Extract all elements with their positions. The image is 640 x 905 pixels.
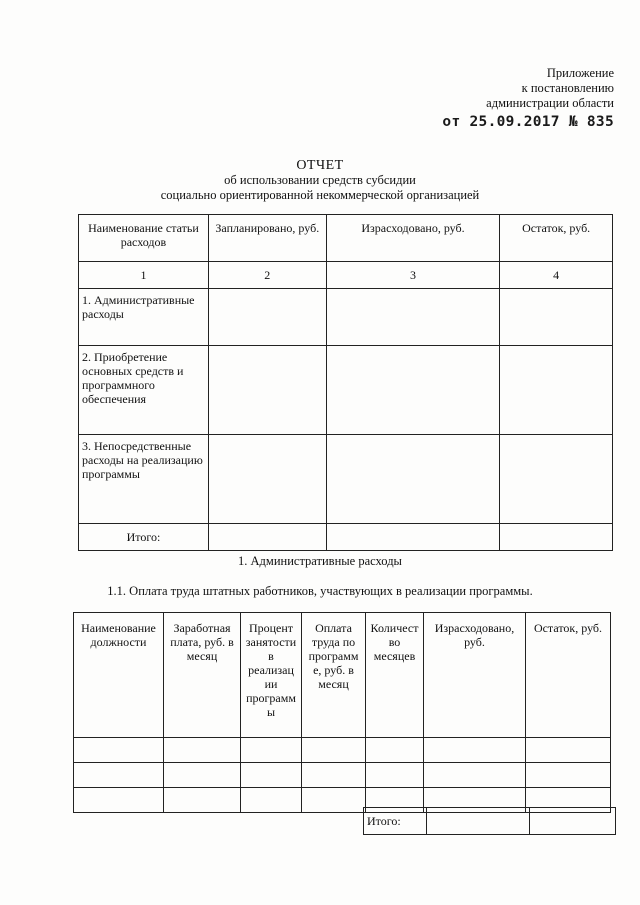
empty-cell [366, 738, 424, 763]
salary-table-header [74, 613, 611, 738]
table-row [74, 763, 611, 788]
header-cell: Израсходовано, руб. [326, 215, 500, 262]
empty-cell [164, 738, 241, 763]
empty-cell [74, 763, 164, 788]
table-row [79, 346, 613, 435]
empty-cell [208, 524, 326, 551]
table-row [74, 738, 611, 763]
report-title: ОТЧЕТ [296, 158, 344, 173]
salary-table [73, 612, 611, 813]
appendix-line-3: администрации области [486, 96, 614, 110]
table-row [79, 289, 613, 346]
salary-total-table [363, 807, 616, 835]
empty-cell [500, 524, 613, 551]
column-number: 2 [208, 262, 326, 289]
empty-cell [500, 289, 613, 346]
empty-cell [241, 788, 302, 813]
column-number: 3 [326, 262, 500, 289]
empty-cell [500, 435, 613, 524]
empty-cell [241, 738, 302, 763]
header-cell: Количест во месяцев [366, 613, 424, 738]
row-label: 3. Непосредственные расходы на реализацию программы [79, 435, 209, 524]
empty-cell [526, 738, 611, 763]
header-cell: Оплата труда по программ е, руб. в месяц [302, 613, 366, 738]
section-title: 1. Административные расходы [238, 554, 402, 568]
appendix-line-2: к постановлению [521, 81, 614, 95]
report-table-header [79, 215, 613, 262]
empty-cell [302, 763, 366, 788]
empty-cell [530, 808, 616, 835]
empty-cell [208, 346, 326, 435]
empty-cell [526, 763, 611, 788]
total-row [79, 524, 613, 551]
total-label: Итого: [364, 808, 427, 835]
empty-cell [164, 788, 241, 813]
header-cell: Остаток, руб. [526, 613, 611, 738]
empty-cell [326, 524, 500, 551]
empty-cell [164, 763, 241, 788]
empty-cell [208, 289, 326, 346]
report-title-block [0, 158, 640, 203]
total-label: Итого: [79, 524, 209, 551]
header-cell: Наименование должности [74, 613, 164, 738]
total-row [364, 808, 616, 835]
empty-cell [302, 788, 366, 813]
subsection-title: 1.1. Оплата труда штатных работников, участвующих в реализации программы. [107, 584, 533, 598]
empty-cell [366, 763, 424, 788]
empty-cell [500, 346, 613, 435]
empty-cell [326, 289, 500, 346]
empty-cell [208, 435, 326, 524]
empty-cell [302, 738, 366, 763]
header-cell: Процент занятости в реализац ии программ ы [241, 613, 302, 738]
report-table [78, 214, 613, 551]
appendix-note [486, 66, 614, 111]
report-subtitle-2: социально ориентированной некоммерческой организацией [160, 188, 480, 202]
empty-cell [74, 738, 164, 763]
date-number-stamp: от 25.09.2017 № 835 [442, 114, 614, 130]
empty-cell [241, 763, 302, 788]
empty-cell [424, 763, 526, 788]
appendix-line-1: Приложение [546, 66, 614, 80]
table-row [79, 435, 613, 524]
header-cell: Заработная плата, руб. в месяц [164, 613, 241, 738]
column-numbers-row [79, 262, 613, 289]
header-cell: Остаток, руб. [500, 215, 613, 262]
empty-cell [424, 738, 526, 763]
row-label: 1. Административные расходы [79, 289, 209, 346]
empty-cell [326, 346, 500, 435]
empty-cell [427, 808, 530, 835]
column-number: 4 [500, 262, 613, 289]
header-cell: Израсходовано, руб. [424, 613, 526, 738]
column-number: 1 [79, 262, 209, 289]
header-cell: Запланировано, руб. [208, 215, 326, 262]
row-label: 2. Приобретение основных средств и программного обеспечения [79, 346, 209, 435]
header-cell: Наименование статьи расходов [79, 215, 209, 262]
empty-cell [74, 788, 164, 813]
report-subtitle-1: об использовании средств субсидии [224, 173, 416, 187]
empty-cell [326, 435, 500, 524]
